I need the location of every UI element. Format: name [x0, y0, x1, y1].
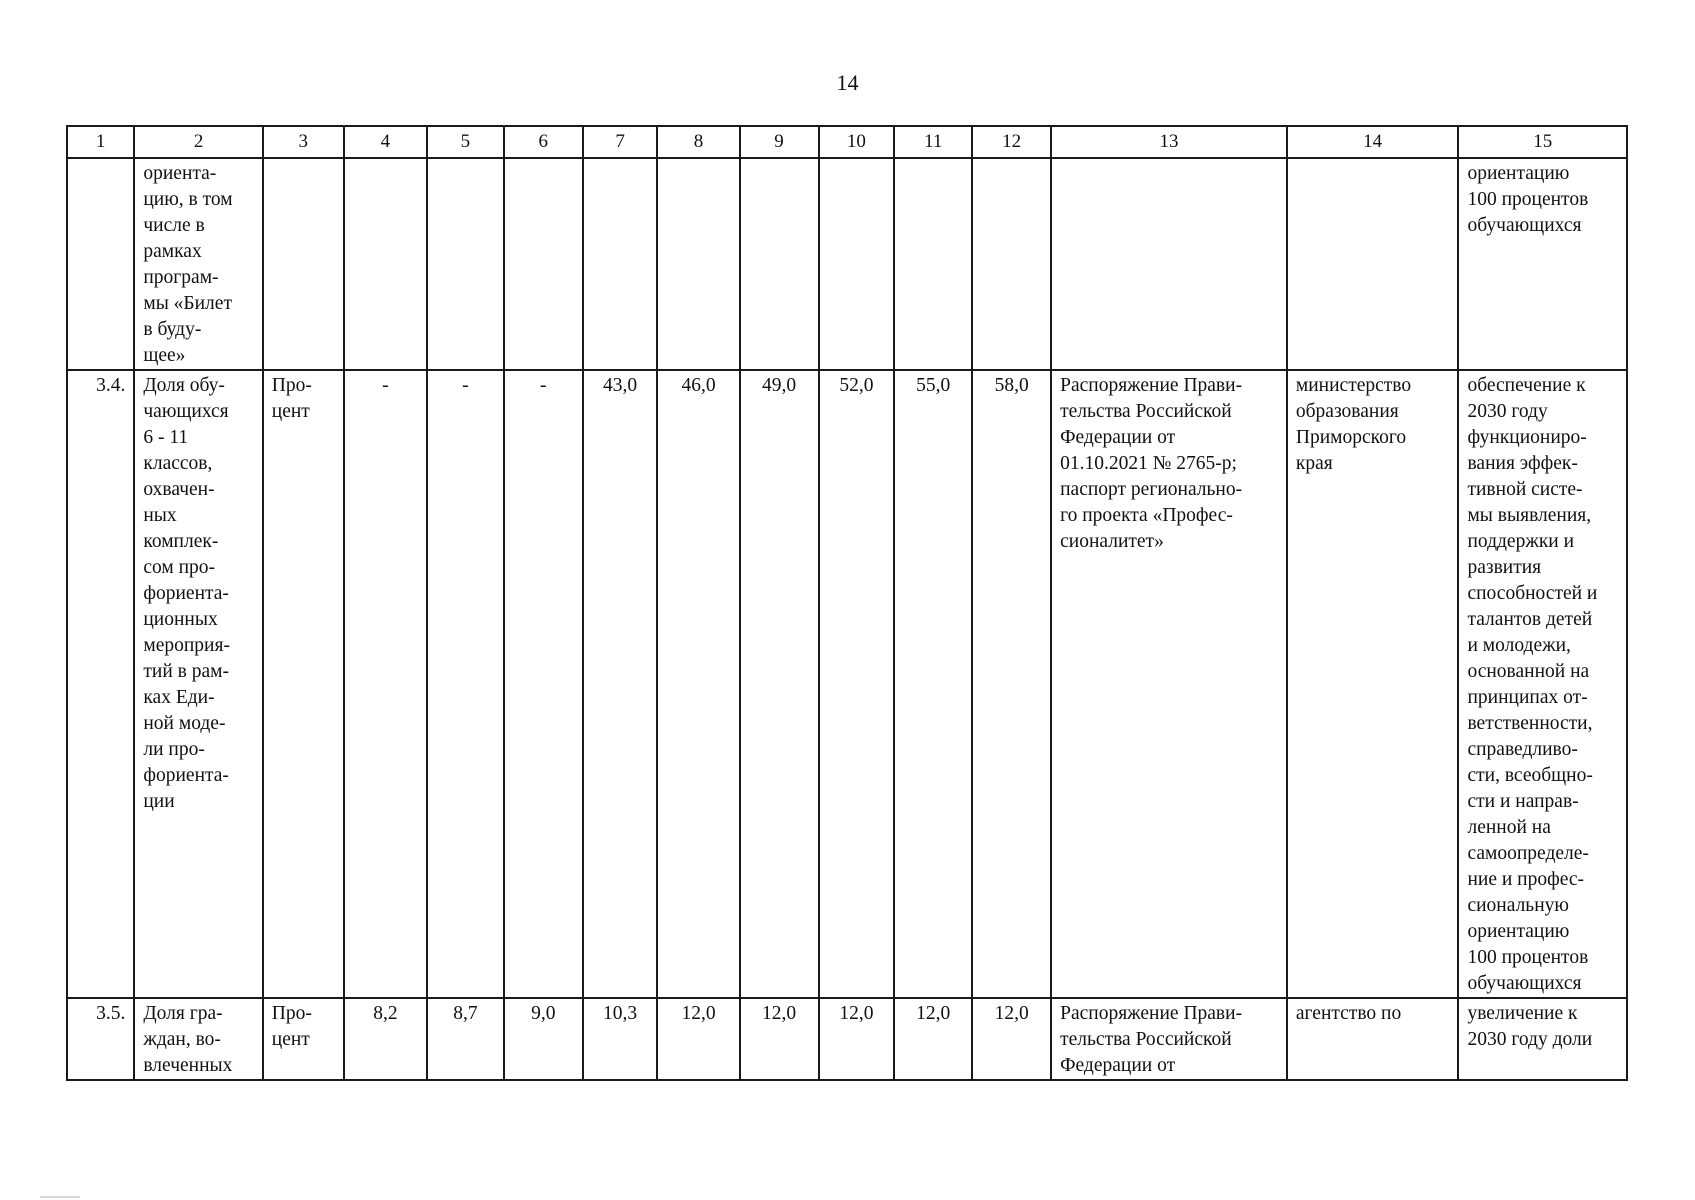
value-col-4: -: [344, 370, 427, 998]
indicator-name: Доля обу- чающихся 6 - 11 классов, охвачен- ных комплек- сом про- фориента- ционных мероприя- тий в рам- ках Еди- ной моде- ли про- фориента- ции: [134, 370, 262, 998]
value-col-8: 46,0: [657, 370, 739, 998]
column-header: 8: [657, 126, 739, 158]
value-col-8: 12,0: [657, 998, 739, 1080]
column-header: 7: [583, 126, 658, 158]
value-col-7: [583, 158, 658, 370]
unit: [263, 158, 344, 370]
expected-result: увеличение к 2030 году доли: [1458, 998, 1627, 1080]
value-col-10: [819, 158, 895, 370]
value-col-5: 8,7: [427, 998, 504, 1080]
responsible-body: агентство по: [1287, 998, 1459, 1080]
column-header: 10: [819, 126, 895, 158]
value-col-12: 58,0: [972, 370, 1051, 998]
value-col-10: 12,0: [819, 998, 895, 1080]
column-header: 6: [504, 126, 583, 158]
value-col-8: [657, 158, 739, 370]
indicators-table: [66, 125, 1628, 1081]
table-row: [67, 158, 1627, 370]
row-number: 3.4.: [67, 370, 134, 998]
value-col-6: 9,0: [504, 998, 583, 1080]
legal-basis: [1051, 158, 1287, 370]
page-number: 14: [836, 70, 859, 95]
value-col-7: 10,3: [583, 998, 658, 1080]
value-col-9: 49,0: [740, 370, 819, 998]
value-col-5: -: [427, 370, 504, 998]
row-number: [67, 158, 134, 370]
column-header: 13: [1051, 126, 1287, 158]
value-col-4: 8,2: [344, 998, 427, 1080]
column-header: 3: [263, 126, 344, 158]
value-col-4: [344, 158, 427, 370]
unit: Про- цент: [263, 370, 344, 998]
legal-basis: Распоряжение Прави- тельства Российской Федерации от: [1051, 998, 1287, 1080]
expected-result: обеспечение к 2030 году функциониро- вания эффек- тивной систе- мы выявления, поддержки и развития способностей и талантов детей и молодежи, основанной на принципах от- ветственности, справедливо- сти, всеобщно- сти и направ- ленной на самоопределе- ние и профес- сиональную ориентацию 100 процентов обучающихся: [1458, 370, 1627, 998]
value-col-11: [894, 158, 972, 370]
value-col-5: [427, 158, 504, 370]
responsible-body: [1287, 158, 1459, 370]
column-header: 9: [740, 126, 819, 158]
column-header: 14: [1287, 126, 1459, 158]
value-col-6: [504, 158, 583, 370]
indicator-name: Доля гра- ждан, во- влеченных: [134, 998, 262, 1080]
indicator-name: ориента- цию, в том числе в рамках програм- мы «Билет в буду- щее»: [134, 158, 262, 370]
column-header: 5: [427, 126, 504, 158]
value-col-10: 52,0: [819, 370, 895, 998]
value-col-11: 55,0: [894, 370, 972, 998]
unit: Про- цент: [263, 998, 344, 1080]
value-col-7: 43,0: [583, 370, 658, 998]
legal-basis: Распоряжение Прави- тельства Российской Федерации от 01.10.2021 № 2765-р; паспорт регионально- го проекта «Профес- сионалитет»: [1051, 370, 1287, 998]
value-col-12: 12,0: [972, 998, 1051, 1080]
column-header: 11: [894, 126, 972, 158]
column-header: 1: [67, 126, 134, 158]
value-col-12: [972, 158, 1051, 370]
value-col-11: 12,0: [894, 998, 972, 1080]
row-number: 3.5.: [67, 998, 134, 1080]
table-row: [67, 370, 1627, 998]
value-col-9: 12,0: [740, 998, 819, 1080]
expected-result: ориентацию 100 процентов обучающихся: [1458, 158, 1627, 370]
column-header: 2: [134, 126, 262, 158]
value-col-9: [740, 158, 819, 370]
column-header: 15: [1458, 126, 1627, 158]
column-header: 12: [972, 126, 1051, 158]
column-header: 4: [344, 126, 427, 158]
table-row: [67, 998, 1627, 1080]
value-col-6: -: [504, 370, 583, 998]
column-number-row: [67, 126, 1627, 158]
scan-mark: [40, 1196, 80, 1198]
responsible-body: министерство образования Приморского края: [1287, 370, 1459, 998]
